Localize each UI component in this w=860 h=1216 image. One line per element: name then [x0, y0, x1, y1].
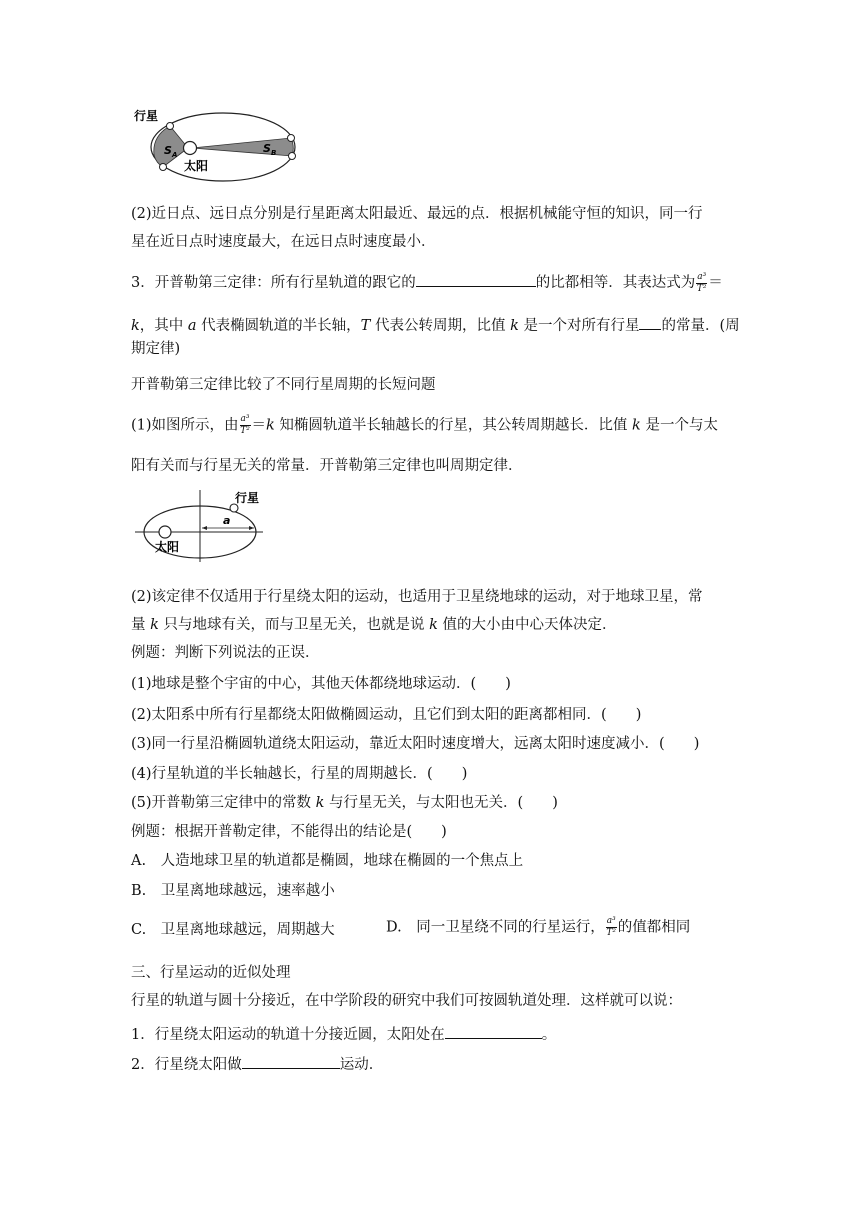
para2-line2: 阳有关而与行星无关的常量．开普勒第三定律也叫周期定律．	[131, 458, 523, 474]
sun-label: 太阳	[184, 159, 209, 173]
area-sb	[192, 138, 293, 156]
example1-item: (1)地球是整个宇宙的中心，其他天体都绕地球运动．( )	[131, 676, 511, 692]
example1-item: (4)行星轨道的半长轴越长，行星的周期越长．( )	[131, 766, 468, 782]
blank-fill[interactable]	[416, 270, 536, 287]
section3-item2: 2．行星绕太阳做 运动．	[131, 1052, 383, 1075]
blank-fill[interactable]	[242, 1052, 340, 1069]
example1-item: (3)同一行星沿椭圆轨道绕太阳运动，靠近太阳时速度增大，远离太阳时速度减小．( )	[131, 736, 700, 752]
section3-item1: 1．行星绕太阳运动的轨道十分接近圆，太阳处在 。	[131, 1022, 556, 1045]
planet-point	[160, 164, 167, 171]
arrow-head-left	[202, 526, 207, 530]
planet-label: 行星	[235, 491, 260, 505]
axis-label: a	[223, 514, 231, 527]
sun-circle	[184, 142, 197, 155]
planet-point	[289, 153, 296, 160]
planet-point	[167, 123, 174, 130]
example1-item: (5)开普勒第三定律中的常数 k 与行星无关，与太阳也无关．( )	[131, 795, 558, 811]
sun-label: 太阳	[155, 540, 180, 554]
planet-point	[288, 135, 295, 142]
option-c[interactable]: C. 卫星离地球越远，周期越大	[131, 922, 335, 938]
example1-item: (2)太阳系中所有行星都绕太阳做椭圆运动，且它们到太阳的距离都相同．( )	[131, 707, 642, 723]
semi-major-axis-figure	[133, 488, 265, 564]
para1-line2: 星在近日点时速度最大，在远日点时速度最小．	[131, 234, 436, 250]
area-a-label: $S_A$	[164, 144, 178, 159]
planet-label: 行星	[134, 109, 159, 123]
sun-circle	[159, 526, 171, 538]
option-d[interactable]: D. 同一卫星绕不同的行星运行， $\frac{\text{a³}}{\text{T²}}$ 的值都相同	[386, 916, 691, 938]
compare-heading: 开普勒第三定律比较了不同行星周期的长短问题	[131, 377, 436, 393]
law3-line1: 3．开普勒第三定律：所有行星轨道的跟它的 的比都相等．其表达式为 $\frac{\text{a³}}{\text{T²}}$ ＝	[131, 271, 723, 294]
section3-intro: 行星的轨道与圆十分接近，在中学阶段的研究中我们可按圆轨道处理．这样就可以说：	[131, 993, 682, 1009]
law3-line2: k，其中 a 代表椭圆轨道的半长轴，T 代表公转周期，比值 k 是一个对所有行星 的常量．(周	[131, 313, 740, 336]
fraction-a3-t2: $\frac{\text{a³}}{\text{T²}}$	[696, 271, 707, 294]
area-b-label: $S_B$	[263, 142, 277, 157]
section3-heading: 三、行星运动的近似处理	[131, 965, 291, 981]
arrow-head-right	[249, 526, 254, 530]
equal-area-figure	[130, 103, 310, 183]
para3-line2: 量 k 只与地球有关，而与卫星无关，也就是说 k 值的大小由中心天体决定．	[131, 617, 617, 633]
fraction-a3-t2: $\frac{\text{a³}}{\text{T²}}$	[240, 414, 250, 436]
para1-line1: (2)近日点、远日点分别是行星距离太阳最近、最远的点．根据机械能守恒的知识，同一行	[131, 206, 703, 222]
planet-point	[230, 504, 238, 512]
para3-line1: (2)该定律不仅适用于行星绕太阳的运动，也适用于卫星绕地球的运动，对于地球卫星，常	[131, 589, 703, 605]
para2-line1: (1)如图所示，由 $\frac{\text{a³}}{\text{T²}}$ ＝k 知椭圆轨道半长轴越长的行星，其公转周期越长．比值 k 是一个与太	[131, 414, 718, 436]
blank-fill[interactable]	[445, 1022, 542, 1039]
option-b[interactable]: B. 卫星离地球越远，速率越小	[131, 883, 335, 899]
example1-title: 例题：判断下列说法的正误．	[131, 645, 320, 661]
blank-fill[interactable]	[639, 313, 661, 330]
law3-line3: 期定律)	[131, 341, 181, 357]
example2-title: 例题：根据开普勒定律，不能得出的结论是( )	[131, 824, 447, 840]
option-a[interactable]: A. 人造地球卫星的轨道都是椭圆，地球在椭圆的一个焦点上	[131, 853, 524, 869]
fraction-a3-t2: $\frac{\text{a³}}{\text{T²}}$	[606, 916, 617, 938]
